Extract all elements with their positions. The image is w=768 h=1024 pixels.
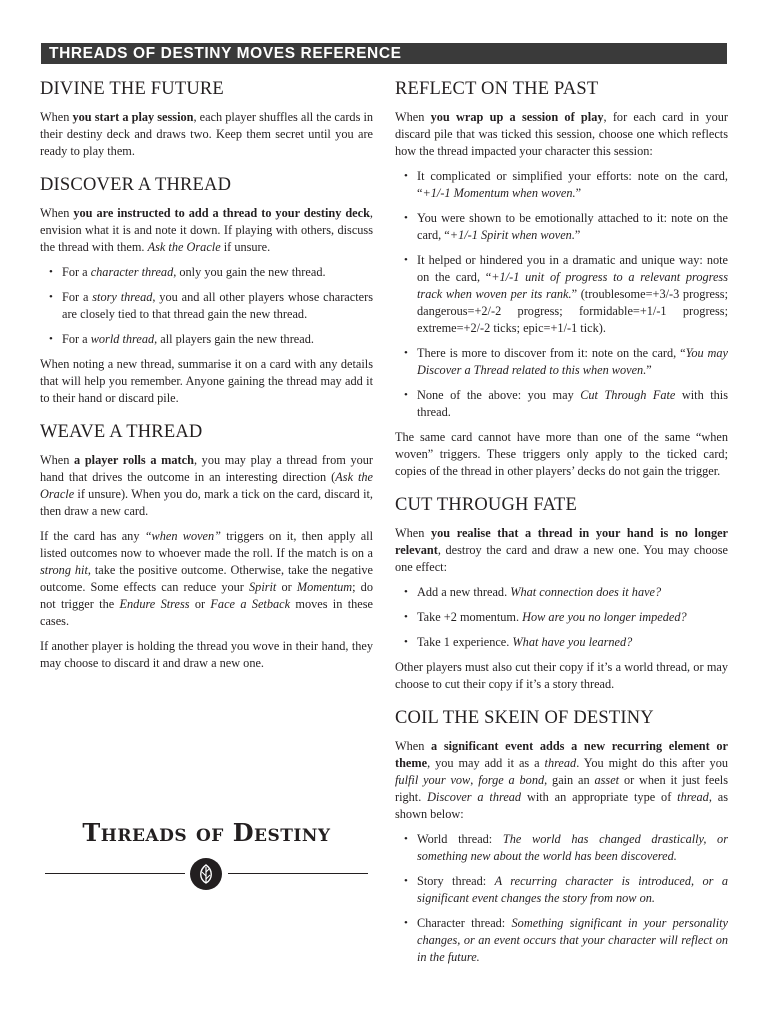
text-run: World thread:: [417, 832, 503, 846]
text-run: , all players gain the new thread.: [154, 332, 314, 346]
text-run: , envision what it is and note it down. If playing with others, discuss the thread with them.: [40, 206, 373, 254]
text-run: It helped or hindered you in a dramatic and unique way: note on the card, “: [417, 253, 728, 284]
text-run: with this thread.: [417, 388, 728, 419]
bullet-list: [395, 831, 728, 966]
section-title: DIVINE THE FUTURE: [40, 79, 224, 99]
text-run: if unsure). When you do, mark a tick on the card, discard it, then draw a new card.: [40, 487, 373, 518]
section-title: CUT THROUGH FATE: [395, 495, 578, 515]
text-run: For a: [62, 290, 93, 304]
text-run: or when it just feels right.: [395, 773, 728, 804]
list-item: [417, 831, 728, 865]
bullet-list: [395, 168, 728, 421]
text-run: ”: [575, 186, 582, 200]
text-run: , gain an: [544, 773, 595, 787]
leaf-icon: [190, 858, 222, 890]
section-cut-through-fate: [395, 494, 728, 693]
text-run: None of the above: you may: [417, 388, 581, 402]
list-item: [417, 168, 728, 202]
text-run: triggers on it, then apply all listed outcomes now to whoever made the roll. If the match is on a: [40, 529, 374, 560]
text-run: If another player is holding the thread you wove in their hand, they may choose to discard it and draw a new one.: [40, 639, 373, 670]
text-run: You were shown to be emotionally attached to it: note on the card, “: [417, 211, 728, 242]
list-item: [62, 331, 373, 348]
logo-title: Threads of Destiny: [82, 818, 331, 847]
italic-text: The world has changed drastically, or something new about the world has been discovered.: [417, 832, 728, 863]
text-run: For a: [62, 265, 91, 279]
italic-text: Spirit: [249, 580, 277, 594]
paragraph: [40, 528, 373, 630]
bold-text: you start a play session: [72, 110, 194, 124]
italic-text: You may Discover a Thread related to this when woven.: [417, 346, 729, 377]
text-run: When: [395, 110, 431, 124]
list-item: [417, 634, 728, 651]
paragraph: [40, 109, 373, 160]
paragraph: [395, 109, 728, 160]
list-item: [417, 345, 728, 379]
italic-text: Something significant in your personality changes, or an event occurs that your character will reflect on in the future.: [417, 916, 728, 964]
page-banner: THREADS OF DESTINY MOVES REFERENCE: [41, 43, 727, 64]
italic-text: What have you learned?: [512, 635, 633, 649]
italic-text: world thread: [90, 332, 155, 346]
italic-text: Cut Through Fate: [580, 388, 676, 402]
text-run: When: [40, 206, 74, 220]
italic-text: fulfil your vow: [395, 773, 471, 787]
italic-text: “when woven”: [144, 529, 222, 543]
bold-text: you wrap up a session of play: [430, 110, 604, 124]
text-run: or: [189, 597, 211, 611]
text-run: If the card has any: [40, 529, 145, 543]
italic-text: character thread: [90, 265, 174, 279]
italic-text: Momentum: [296, 580, 353, 594]
paragraph: [395, 738, 728, 823]
italic-text: Ask the Oracle: [40, 470, 374, 501]
paragraph: [395, 659, 728, 693]
italic-text: Face a Setback: [210, 597, 291, 611]
text-run: ; do not trigger the: [40, 580, 373, 611]
text-run: , destroy the card and draw a new one. You may choose one effect:: [395, 543, 728, 574]
list-item: [62, 264, 373, 281]
text-run: Character thread:: [417, 916, 512, 930]
section-divine-the-future: [40, 78, 373, 160]
italic-text: +1/-1 Momentum when woven.: [422, 186, 576, 200]
text-run: Other players must also cut their copy if it’s a world thread, or may choose to cut their copy if it’s a story thread.: [395, 660, 728, 691]
text-run: It complicated or simplified your efforts: note on the card, “: [417, 169, 728, 200]
italic-text: Discover a thread: [427, 790, 522, 804]
text-run: For a: [62, 332, 91, 346]
list-item: [417, 210, 728, 244]
text-run: ”: [646, 363, 652, 377]
text-run: The same card cannot have more than one of the same “when woven” triggers. These triggers only apply to the ticked card; copies of the thread in other players’ decks do not gain the trigger.: [395, 430, 728, 478]
text-run: , each player shuffles all the cards in their destiny deck and draws two. Keep them secret until you are ready to play them.: [40, 110, 374, 158]
list-item: [417, 252, 728, 337]
italic-text: asset: [594, 773, 620, 787]
italic-text: forge a bond: [478, 773, 545, 787]
text-run: . You might do this after you: [576, 756, 728, 770]
section-weave-a-thread: [40, 421, 373, 672]
logo-divider-left: [45, 873, 185, 874]
bold-text: you are instructed to add a thread to your destiny deck: [73, 206, 370, 220]
text-run: When: [395, 739, 432, 753]
paragraph: [395, 525, 728, 576]
text-run: , you may add it as a: [427, 756, 545, 770]
section-title: WEAVE A THREAD: [40, 422, 203, 442]
bold-text: a player rolls a match: [74, 453, 194, 467]
section-title: COIL THE SKEIN OF DESTINY: [395, 708, 654, 728]
italic-text: thread: [544, 756, 577, 770]
text-run: , as shown below:: [395, 790, 728, 821]
text-run: if unsure.: [220, 240, 271, 254]
section-reflect-on-the-past: [395, 78, 728, 480]
paragraph: [395, 429, 728, 480]
right-column: [395, 78, 728, 980]
text-run: , take the positive outcome. Otherwise, take the negative outcome. Some effects can reduce your: [40, 563, 373, 594]
section-title: REFLECT ON THE PAST: [395, 79, 599, 99]
list-item: [417, 873, 728, 907]
text-run: When noting a new thread, summarise it on a card with any details that will help you remember. Anyone gaining the thread may add it to their hand or discard pile.: [40, 357, 373, 405]
logo-divider-right: [228, 873, 368, 874]
text-run: or: [276, 580, 297, 594]
text-run: When: [395, 526, 431, 540]
text-run: , you may play a thread from your hand that drives the outcome in an interesting direction (: [40, 453, 373, 484]
text-run: When: [40, 110, 73, 124]
text-run: moves in these cases.: [40, 597, 373, 628]
text-run: There is more to discover from it: note on the card, “: [417, 346, 686, 360]
section-discover-a-thread: [40, 174, 373, 407]
paragraph: [40, 638, 373, 672]
italic-text: story thread: [92, 290, 153, 304]
text-run: Story thread:: [417, 874, 495, 888]
text-run: , only you gain the new thread.: [173, 265, 326, 279]
threads-of-destiny-logo: [40, 818, 373, 847]
italic-text: strong hit: [40, 563, 88, 577]
text-run: ” (troublesome=+3/-3 progress; dangerous=+2/-2 progress; formidable=+1/-1 progress; extreme=+2/-2 ticks; epic=+1/-1 tick).: [417, 287, 729, 335]
text-run: with an appropriate type of: [521, 790, 678, 804]
list-item: [62, 289, 373, 323]
paragraph: [40, 356, 373, 407]
bullet-list: [40, 264, 373, 348]
list-item: [417, 915, 728, 966]
paragraph: [40, 452, 373, 520]
paragraph: [40, 205, 373, 256]
text-run: Take +2 momentum.: [417, 610, 523, 624]
left-column: [40, 78, 373, 686]
italic-text: +1/-1 Spirit when woven.: [449, 228, 575, 242]
italic-text: Ask the Oracle: [147, 240, 221, 254]
text-run: When: [40, 453, 75, 467]
list-item: [417, 609, 728, 626]
text-run: Take 1 experience.: [417, 635, 513, 649]
text-run: ,: [470, 773, 479, 787]
list-item: [417, 584, 728, 601]
bold-text: you realise that a thread in your hand is no longer relevant: [395, 526, 729, 557]
section-title: DISCOVER A THREAD: [40, 175, 232, 195]
italic-text: A recurring character is introduced, or a significant event changes the story from now on.: [417, 874, 728, 905]
text-run: , for each card in your discard pile that was ticked this session, choose one which reflects how the thread impacted your character this session:: [395, 110, 729, 158]
bullet-list: [395, 584, 728, 651]
text-run: , you and all other players whose characters are closely tied to that thread gain the new thread.: [62, 290, 373, 321]
section-coil-the-skein-of-destiny: [395, 707, 728, 966]
italic-text: thread: [677, 790, 709, 804]
list-item: [417, 387, 728, 421]
bold-text: a significant event adds a new recurring element or theme: [395, 739, 728, 770]
text-run: Add a new thread.: [417, 585, 511, 599]
text-run: ”: [574, 228, 581, 242]
italic-text: +1/-1 unit of progress to a relevant progress track when woven per its rank.: [417, 270, 729, 301]
italic-text: Endure Stress: [119, 597, 190, 611]
italic-text: How are you no longer impeded?: [522, 610, 687, 624]
italic-text: What connection does it have?: [510, 585, 662, 599]
